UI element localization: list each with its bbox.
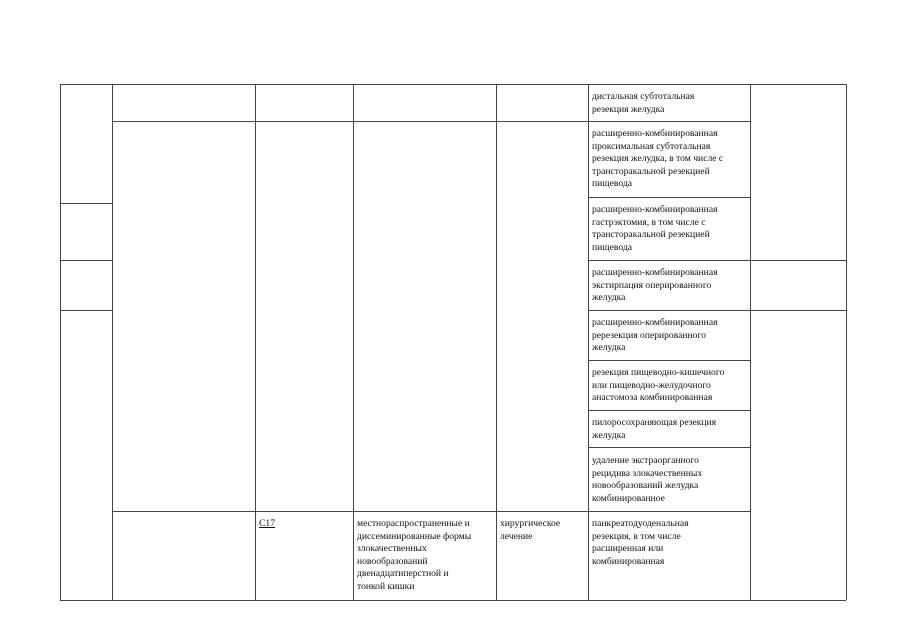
method-cell: дистальная субтотальная резекция желудка — [592, 91, 695, 115]
column-divider — [112, 84, 113, 600]
model-cell: местнораспространенные и диссеминированные формы злокачественных новообразований двенадцатиперстной и тонкой кишки — [357, 518, 472, 592]
method-cell: расширенно-комбинированная гастрэктомия, в том числе с трансторакальной резекцией пищевода — [592, 204, 718, 253]
column-divider — [255, 84, 256, 600]
method-cell: резекция пищеводно-кишечного или пищеводно-желудочного анастомоза комбинированная — [592, 367, 725, 404]
row-divider — [588, 260, 846, 261]
method-cell: пилоросохраняющая резекция желудка — [592, 417, 717, 441]
column-divider — [588, 84, 589, 600]
row-divider — [60, 203, 112, 204]
table-border-top — [60, 84, 846, 85]
method-cell: панкреатодуоденальная резекция, в том числе расширенная или комбинированная — [592, 518, 689, 567]
column-divider — [353, 84, 354, 600]
column-divider — [750, 84, 751, 600]
table-border-right — [846, 84, 847, 600]
method-cell: расширенно-комбинированная экстирпация оперированного желудка — [592, 267, 718, 304]
treatment-cell: хирургическое лечение — [500, 518, 561, 542]
row-divider — [60, 260, 112, 261]
row-divider — [60, 310, 112, 311]
method-cell: расширенно-комбинированная ререзекция оперированного желудка — [592, 317, 718, 354]
row-divider — [112, 121, 750, 122]
row-divider — [588, 197, 750, 198]
row-divider — [112, 511, 750, 512]
method-cell: удаление экстраорганного рецидива злокачественных новообразований желудка комбинированное — [592, 455, 703, 504]
icd-code: C17 — [259, 518, 275, 529]
row-divider — [588, 310, 846, 311]
row-divider — [588, 360, 750, 361]
column-divider — [496, 84, 497, 600]
row-divider — [588, 410, 750, 411]
method-cell: расширенно-комбинированная проксимальная субтотальная резекция желудка, в том числе с трансторакальной резекцией пищевода — [592, 128, 724, 190]
table-border-bottom — [60, 600, 846, 601]
table-border-left — [60, 84, 61, 600]
row-divider — [588, 447, 750, 448]
